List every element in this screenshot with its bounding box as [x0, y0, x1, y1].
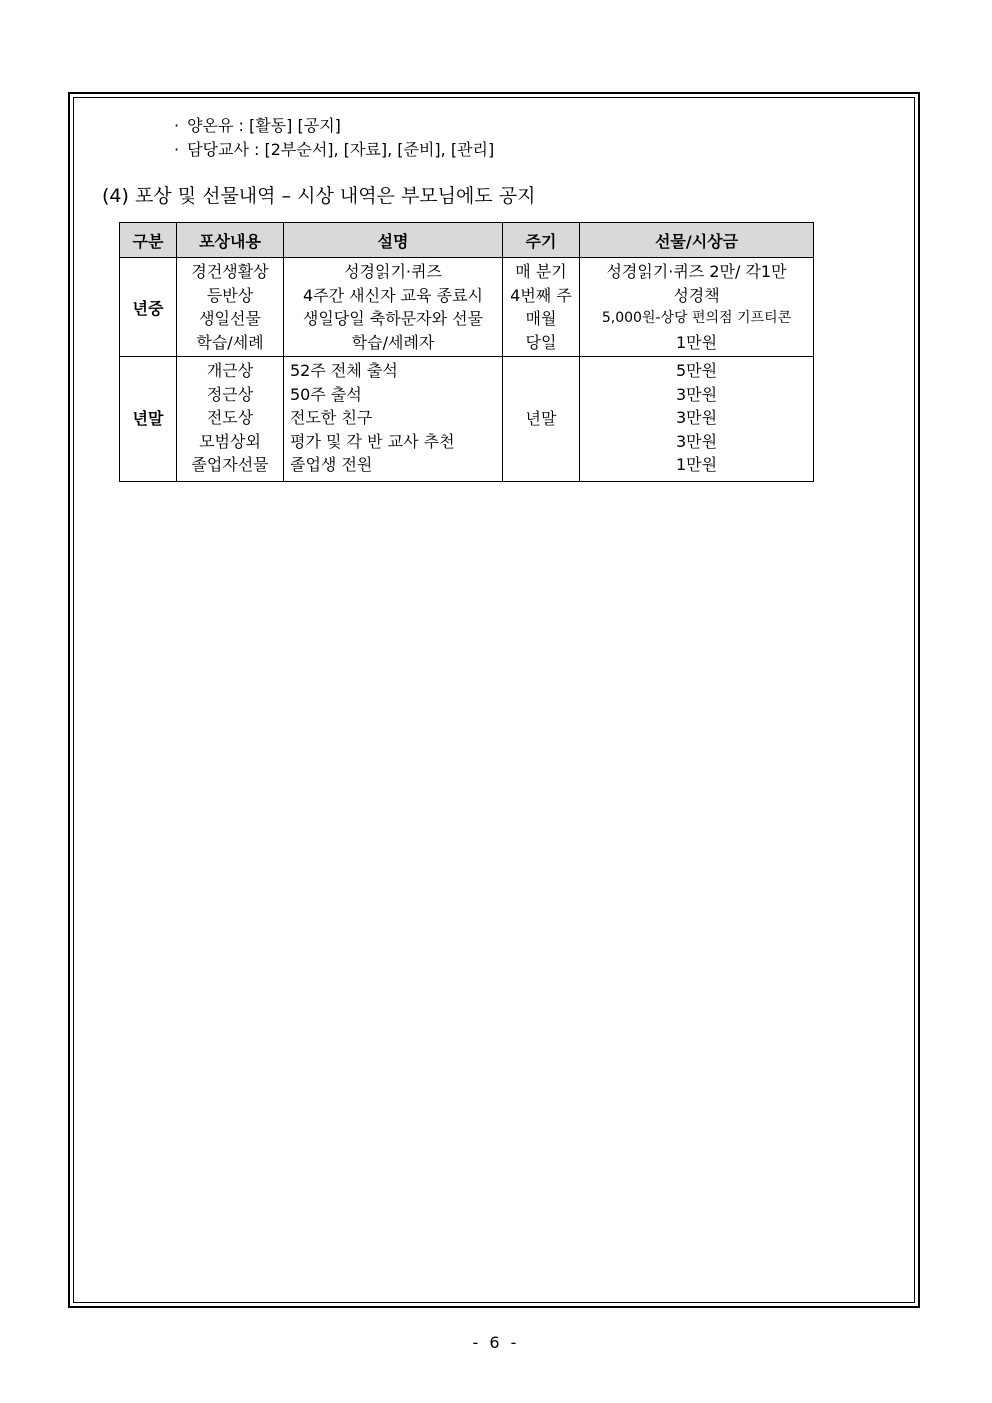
- bullet-dot: ·: [174, 116, 180, 135]
- prize-line: 1만원: [675, 332, 718, 352]
- period-line: 매 분기: [515, 262, 567, 281]
- section-heading: (4) 포상 및 선물내역 – 시상 내역은 부모님에도 공지: [102, 185, 536, 207]
- award-table: [119, 222, 814, 482]
- header-category: 구분: [120, 223, 177, 258]
- prize-line: 5만원: [675, 361, 718, 380]
- award-line: 개근상: [206, 361, 254, 380]
- prize-line: 1만원: [675, 455, 718, 474]
- header-prize: 선물/시상금: [580, 223, 814, 258]
- description-line: 평가 및 각 반 교사 추천: [290, 431, 455, 451]
- description-line: 50주 출석: [290, 384, 362, 404]
- award-cell: [177, 258, 284, 357]
- header-period: 주기: [503, 223, 580, 258]
- period-cell: [503, 258, 580, 357]
- award-line: 정근상: [206, 384, 254, 404]
- prize-line: 5,000원-상당 편의점 기프티콘: [601, 310, 792, 326]
- period-cell: 년말: [503, 357, 580, 482]
- table-header-row: [120, 223, 814, 258]
- award-line: 생일선물: [199, 309, 261, 328]
- bullet-text: 양온유 : [활동] [공지]: [187, 116, 341, 135]
- category-cell: 년말: [120, 357, 177, 482]
- description-line: 학습/세례자: [351, 332, 435, 352]
- description-line: 생일당일 축하문자와 선물: [302, 309, 484, 328]
- bullet-text: 담당교사 : [2부순서], [자료], [준비], [관리]: [187, 140, 495, 159]
- category-cell: 년중: [120, 258, 177, 357]
- award-line: 졸업자선물: [191, 455, 269, 474]
- period-line: 4번째 주: [510, 285, 572, 305]
- award-cell: [177, 357, 284, 482]
- page-number: - 6 -: [472, 1333, 520, 1352]
- description-line: 성경읽기·퀴즈: [344, 262, 442, 281]
- prize-cell: [580, 357, 814, 482]
- award-line: 학습/세례: [196, 332, 264, 352]
- period-line: 당일: [525, 332, 557, 352]
- bullet-dot: ·: [174, 140, 180, 159]
- award-line: 경건생활상: [191, 262, 269, 281]
- bullet-item-yang: [174, 115, 341, 137]
- award-line: 전도상: [206, 408, 254, 427]
- table-row-yearlong: [120, 258, 814, 357]
- description-cell: [284, 258, 503, 357]
- prize-line: 성경읽기·퀴즈 2만/ 각1만: [606, 262, 787, 281]
- description-line: 졸업생 전원: [290, 455, 373, 474]
- period-line: 매월: [525, 309, 557, 328]
- prize-line: 3만원: [675, 431, 718, 451]
- prize-cell: [580, 258, 814, 357]
- header-award: 포상내용: [177, 223, 284, 258]
- description-line: 전도한 친구: [290, 408, 373, 427]
- prize-line: 성경책: [673, 285, 720, 305]
- award-line: 등반상: [206, 285, 254, 305]
- bullet-item-teacher: [174, 139, 494, 161]
- prize-line: 3만원: [675, 384, 718, 404]
- table-row-yearend: [120, 357, 814, 482]
- description-cell: [284, 357, 503, 482]
- description-line: 4주간 새신자 교육 종료시: [303, 285, 483, 305]
- header-description: 설명: [284, 223, 503, 258]
- description-line: 52주 전체 출석: [290, 361, 398, 380]
- prize-line: 3만원: [675, 408, 718, 427]
- award-line: 모범상외: [199, 431, 261, 451]
